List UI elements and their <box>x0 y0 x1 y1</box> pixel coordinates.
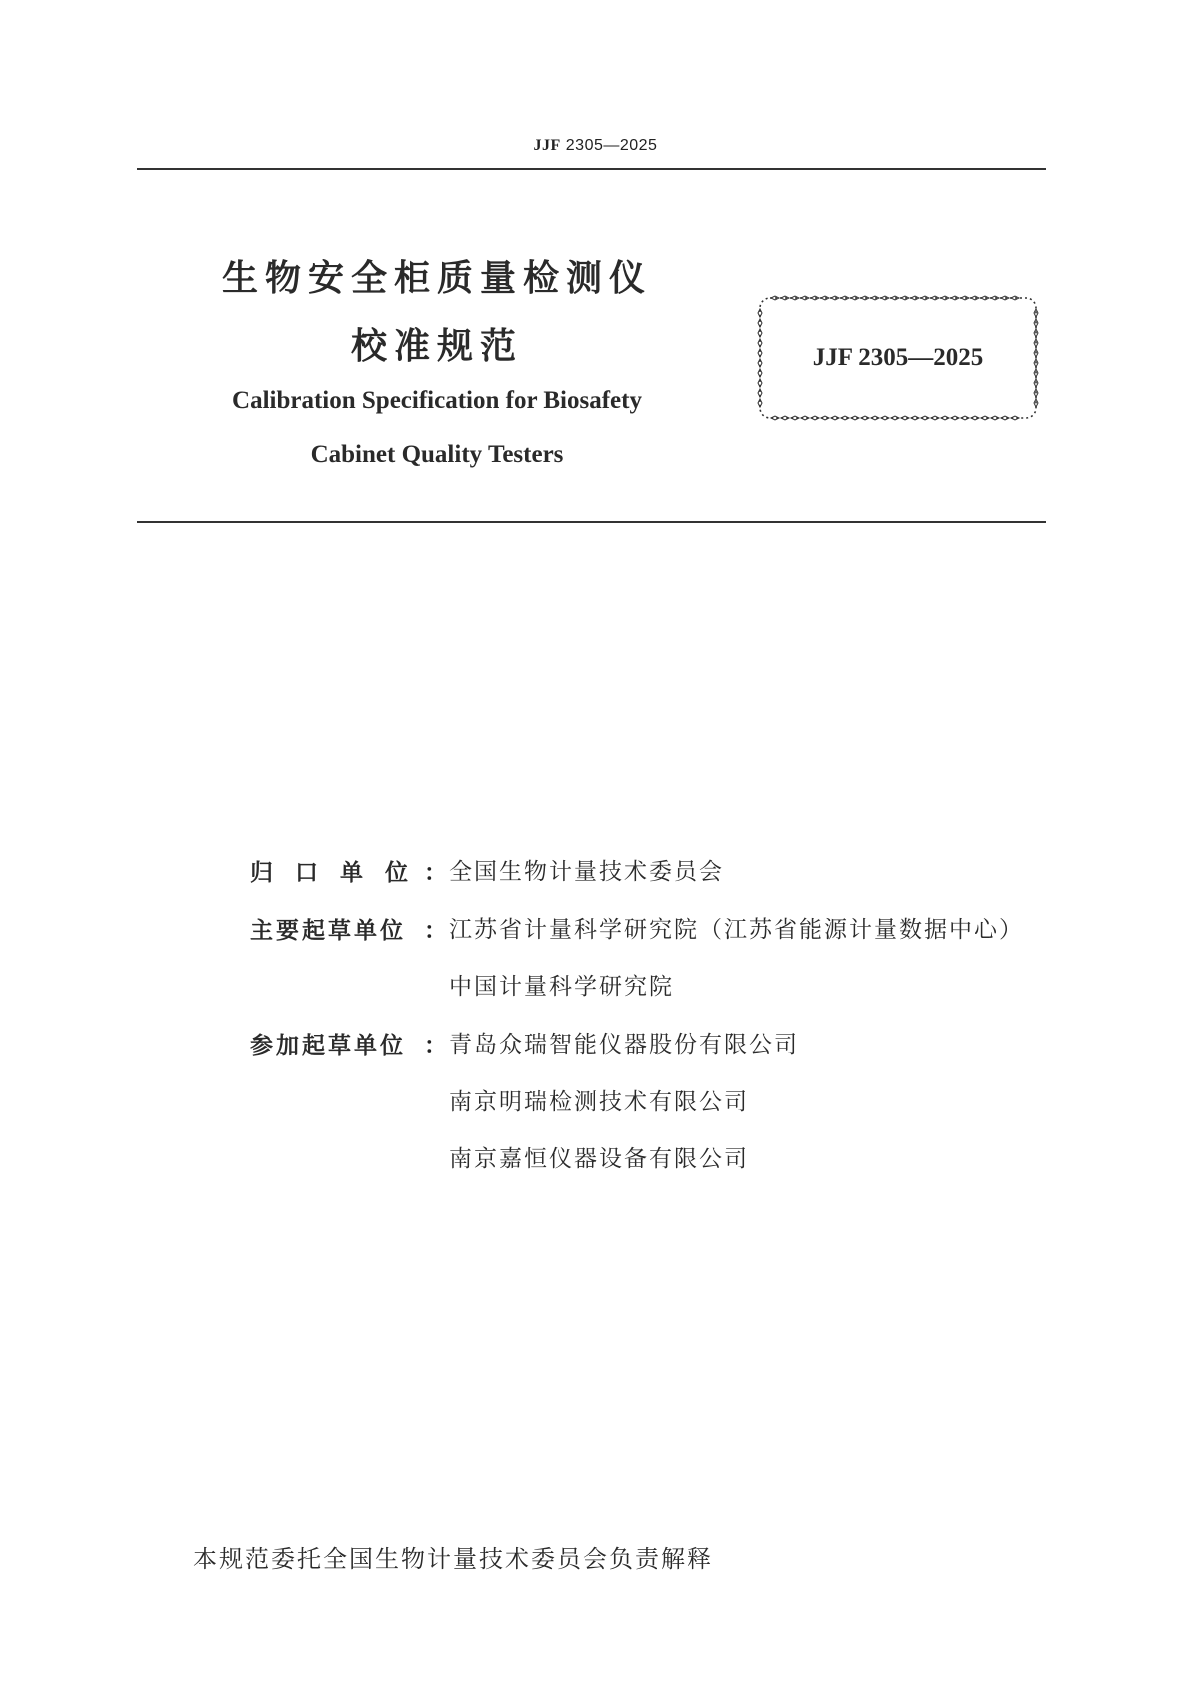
participating-drafting-value-3: 南京嘉恒仪器设备有限公司 <box>449 1146 749 1172</box>
title-cn-line2: 校准规范 <box>350 326 523 367</box>
main-drafting-value-1: 江苏省计量科学研究院（江苏省能源计量数据中心） <box>449 917 1024 943</box>
participating-drafting-value-2: 南京明瑞检测技术有限公司 <box>449 1089 749 1115</box>
main-drafting-label: 主要起草单位 <box>250 918 406 944</box>
main-drafting-value-2: 中国计量科学研究院 <box>449 974 674 1000</box>
colon: ： <box>424 1033 447 1059</box>
title-en-line1: Calibration Specification for Biosafety <box>232 387 642 414</box>
header-code-prefix: JJF <box>533 137 561 154</box>
title-en-line2: Cabinet Quality Testers <box>310 441 564 468</box>
responsible-unit-label: 归口单位 <box>250 860 430 886</box>
code-box <box>757 295 1039 421</box>
running-header <box>0 137 1191 155</box>
title-cn-line1: 生物安全柜质量检测仪 <box>221 258 652 299</box>
colon: ： <box>424 860 447 886</box>
title-rule <box>137 521 1046 523</box>
code-box-text: JJF 2305—2025 <box>812 344 984 371</box>
participating-drafting-value-1: 青岛众瑞智能仪器股份有限公司 <box>449 1032 799 1058</box>
colon: ： <box>424 918 447 944</box>
header-code-number: 2305—2025 <box>565 137 658 154</box>
participating-drafting-label: 参加起草单位 <box>250 1033 406 1059</box>
footer-note: 本规范委托全国生物计量技术委员会负责解释 <box>193 1545 713 1573</box>
header-rule <box>137 168 1046 170</box>
responsible-unit-value: 全国生物计量技术委员会 <box>449 859 724 885</box>
